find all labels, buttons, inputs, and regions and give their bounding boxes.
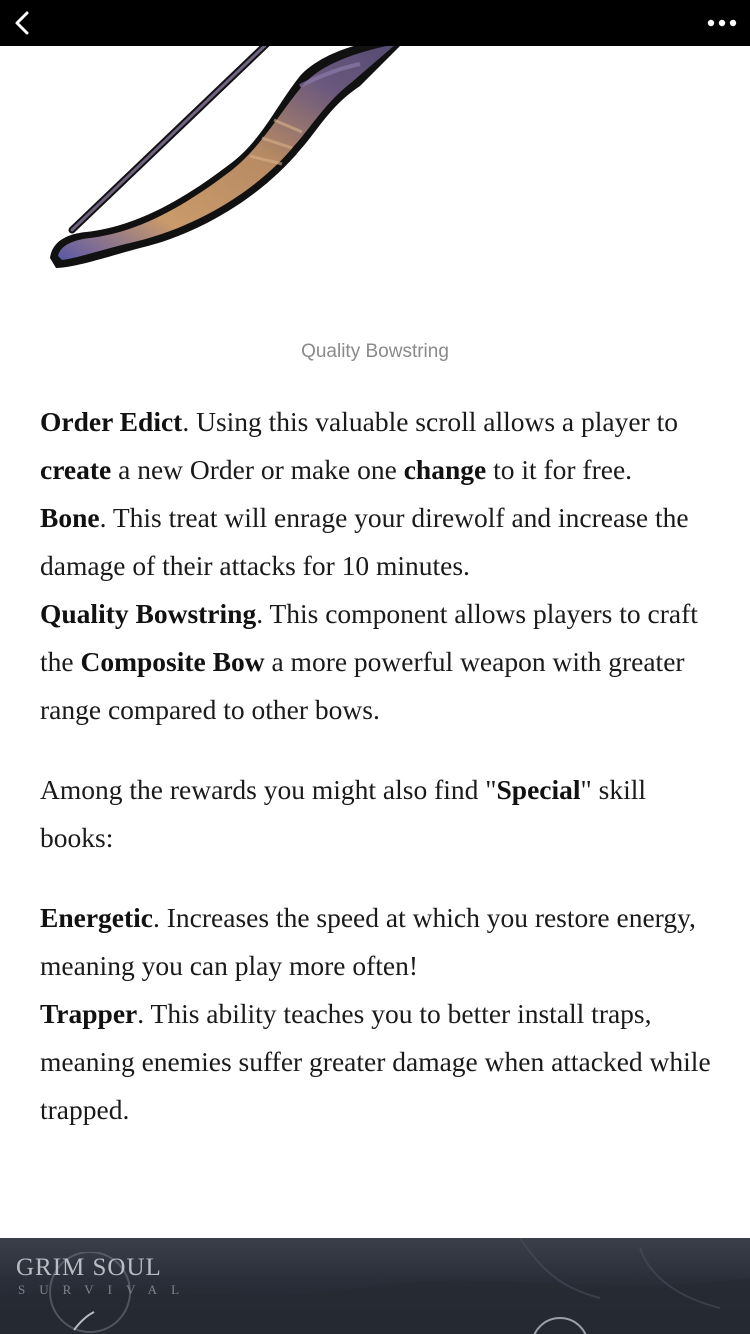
paragraph-special-books <box>40 766 720 862</box>
text-segment: . This ability teaches you to better install traps, meaning enemies suffer greater damage when attacked while trapped. <box>40 998 711 1125</box>
text-segment: . This treat will enrage your direwolf and increase the damage of their attacks for 10 minutes. <box>40 502 689 581</box>
text-segment: . Using this valuable scroll allows a player to <box>182 406 678 437</box>
term-composite-bow: Composite Bow <box>80 646 265 677</box>
chevron-left-icon <box>12 10 34 36</box>
bowstring-illustration <box>0 46 750 306</box>
text-segment: Among the rewards you might also find " <box>40 774 497 805</box>
paragraph-spacer <box>40 862 720 894</box>
text-segment: . Increases the speed at which you restore energy, meaning you can play more often! <box>40 902 696 981</box>
term-order-edict: Order Edict <box>40 406 183 437</box>
image-caption: Quality Bowstring <box>301 341 449 362</box>
top-nav-bar <box>0 0 750 46</box>
paragraph-spacer <box>40 734 720 766</box>
term-special: Special <box>496 774 581 805</box>
more-horizontal-icon <box>706 18 738 28</box>
term-bone: Bone <box>40 502 100 533</box>
text-segment: a more powerful weapon with greater range compared to other bows. <box>40 646 685 725</box>
text-segment: . This component allows players to craft the <box>40 598 698 677</box>
logo-subtitle: SURVIVAL <box>18 1282 194 1297</box>
paragraph-quality-bowstring <box>40 590 720 734</box>
logo-title: GRIM SOUL <box>16 1254 162 1281</box>
back-button[interactable] <box>0 0 46 46</box>
term-energetic: Energetic <box>40 902 154 933</box>
game-logo <box>14 1252 194 1334</box>
paragraph-bone <box>40 494 720 590</box>
more-options-button[interactable] <box>694 0 750 46</box>
article-image <box>0 46 750 306</box>
text-segment: " skill books: <box>40 774 647 853</box>
text-segment: a new Order or make one <box>111 454 404 485</box>
term-create: create <box>40 454 112 485</box>
paragraph-trapper <box>40 990 720 1134</box>
paragraph-energetic <box>40 894 720 990</box>
game-banner[interactable] <box>0 1238 750 1334</box>
article-body <box>40 398 720 1134</box>
paragraph-order-edict <box>40 398 720 494</box>
term-trapper: Trapper <box>40 998 138 1029</box>
text-segment: to it for free. <box>486 454 633 485</box>
term-quality-bowstring: Quality Bowstring <box>40 598 257 629</box>
term-change: change <box>403 454 487 485</box>
